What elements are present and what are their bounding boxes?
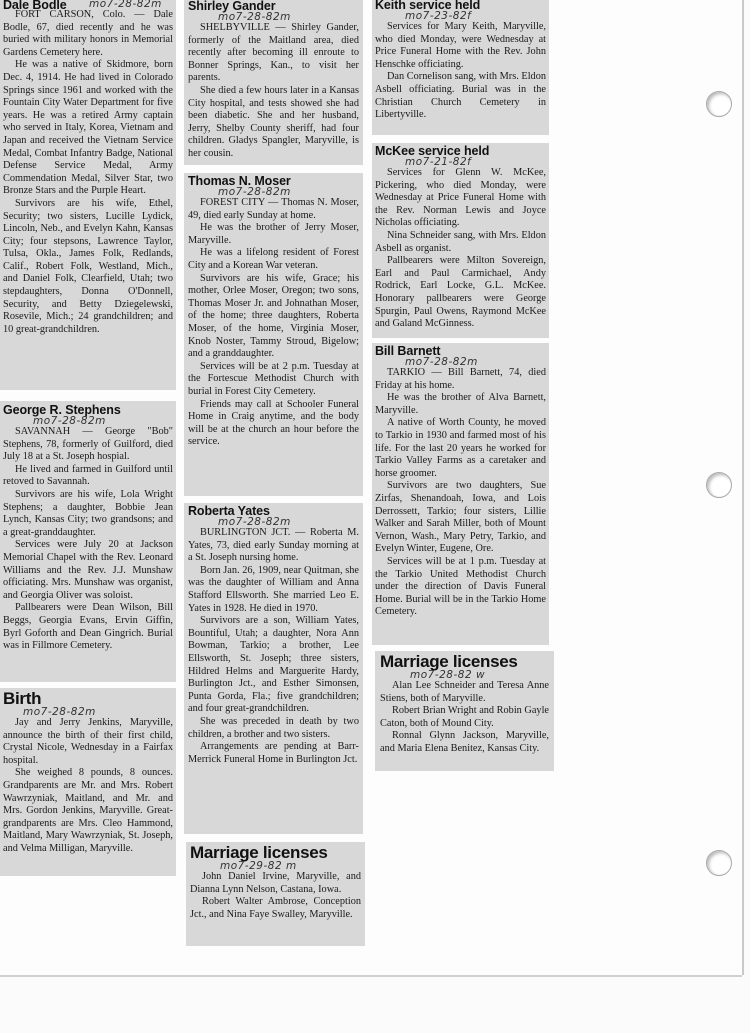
clipping-heading: Shirley Gander: [188, 0, 276, 13]
paragraph: He lived and farmed in Guilford until retoved to Savannah.: [3, 463, 173, 488]
obituary-thomas-moser: [184, 173, 363, 496]
paragraph: He was the brother of Alva Barnett, Maryville.: [375, 392, 546, 416]
clipping-body: [188, 527, 359, 766]
clipping-heading: Marriage licenses: [380, 652, 518, 671]
paragraph: Survivors are his wife, Lola Wright Stephens; a daughter, Bobbie Jean Lynch, Kansas City; two grandsons; and a great-granddaughter.: [3, 488, 173, 538]
paragraph: Services for Glenn W. McKee, Pickering, who died Monday, were Wednesday at Price Funeral Home with the Rev. Norman Lewis and Joyce Nicholas officiating.: [375, 167, 546, 229]
paragraph: He was the brother of Jerry Moser, Maryville.: [188, 222, 359, 246]
marriage-licenses-1: [186, 842, 365, 946]
handwritten-note: mo7-28-82m: [218, 516, 291, 528]
paragraph: SHELBYVILLE — Shirley Gander, formerly of the Maitland area, died recently after becoming ill enroute to Bonner Springs, Kan., to visit her parents.: [188, 22, 359, 84]
handwritten-note: mo7-21-82f: [405, 156, 472, 168]
handwritten-note: mo7-23-82f: [405, 10, 472, 22]
obituary-dale-bodle: [0, 0, 176, 390]
handwritten-note: mo7-28-82 w: [410, 669, 486, 681]
clipping-body: [188, 22, 359, 161]
handwritten-note: mo7-29-82 m: [220, 860, 297, 872]
paragraph: Services will be at 2 p.m. Tuesday at the Fortescue Methodist Church with burial in Forest City Cemetery.: [188, 360, 359, 397]
clipping-heading: Thomas N. Moser: [188, 174, 291, 188]
clipping-body: [3, 426, 173, 653]
clipping-heading: Roberta Yates: [188, 504, 270, 518]
clipping-heading: Birth: [3, 689, 42, 708]
handwritten-note: mo7-28-82m: [23, 706, 96, 718]
handwritten-note: mo7-28-82m: [218, 186, 291, 198]
clipping-heading: George R. Stephens: [3, 403, 121, 417]
paragraph: She was preceded in death by two children, a brother and two sisters.: [188, 715, 359, 740]
paragraph: Alan Lee Schneider and Teresa Anne Stiens, both of Maryville.: [380, 680, 549, 704]
clipping-heading: Keith service held: [375, 0, 481, 12]
clipping-heading: Dale Bodle: [3, 0, 67, 12]
clipping-body: [375, 167, 546, 331]
paragraph: Jay and Jerry Jenkins, Maryville, announce the birth of their first child, Crystal Nicole, Wednesday in a Fairfax hospital.: [3, 717, 173, 766]
paragraph: Dan Cornelison sang, with Mrs. Eldon Asbell officiating. Burial was in the Christian Church Cemetery in Libertyville.: [375, 71, 546, 121]
handwritten-note: mo7-28-82m: [218, 11, 291, 23]
punch-hole: [706, 850, 732, 876]
clipping-body: [3, 717, 173, 856]
paragraph: He was a lifelong resident of Forest City and a Korean War veteran.: [188, 247, 359, 271]
paragraph: Friends may call at Schooler Funeral Home in Craig anytime, and the body will be at the church an hour before the service.: [188, 398, 359, 448]
punch-hole: [706, 472, 732, 498]
obituary-bill-barnett: [372, 343, 549, 645]
paragraph: Survivors are a son, William Yates, Bountiful, Utah; a daughter, Nora Ann Bowman, Tarkio; a brother, Lee Ellsworth, St. Joseph; three sisters, Hildred Helms and Marguerite Hardy, Burlington Jct., and Esther Simonsen, Punta Gorda, Fla.; five grandchildren; and four great-grandchildren.: [188, 615, 359, 715]
paragraph: Survivors are two daughters, Sue Zirfas, Shenandoah, Iowa, and Lois Derrossett, Tarkio; four sisters, Lillie Walker and Sarah Miller, both of Mount Vernon, Wash., Mary Petry, Tarkio, and Evelyn Winter, Eugene, Ore.: [375, 480, 546, 555]
paragraph: Born Jan. 26, 1909, near Quitman, she was the daughter of William and Anna Stafford Ellsworth. She married Leo E. Yates in 1928. He died in 1970.: [188, 564, 359, 614]
handwritten-note: mo7-28-82m: [33, 415, 106, 427]
paragraph: John Daniel Irvine, Maryville, and Dianna Lynn Nelson, Castana, Iowa.: [190, 871, 361, 895]
paragraph: FOREST CITY — Thomas N. Moser, 49, died early Sunday at home.: [188, 197, 359, 221]
paragraph: SAVANNAH — George "Bob" Stephens, 78, formerly of Guilford, died July 18 at a St. Joseph hospial.: [3, 426, 173, 463]
obituary-shirley-gander: [184, 0, 363, 165]
paragraph: FORT CARSON, Colo. — Dale Bodle, 67, died recently and he was buried with military honors in Memorial Gardens Cemetery here.: [3, 9, 173, 58]
paragraph: Arrangements are pending at Barr-Merrick Funeral Home in Burlington Jct.: [188, 741, 359, 765]
paragraph: Survivors are his wife, Ethel, Security; two sisters, Lucille Lydick, Lincoln, Neb., and Evelyn Kahn, Kansas City; four stepsons, Lawrence Taylor, Tulsa, Okla., James Folk, Redlands, Calif., Robert Folk, Westland, Mich., and Daniel Folk, Clearfield, Utah; two stepdaughters, Donna O'Donnell, Security, and Betty Dziegelewski, Rosevile, Mich.; 24 grandchildren; and 10 great-grandchildren.: [3, 197, 173, 335]
marriage-licenses-2: [375, 651, 554, 771]
paragraph: Pallbearers were Milton Sovereign, Earl and Paul Carmichael, Andy Rodrick, Earl Locke, G.L. McKee. Honorary pallbearers were George Spurgin, Paul Owens, Raymond McKee and Galand McGinness.: [375, 255, 546, 330]
clipping-body: [3, 9, 173, 336]
birth-announcement: [0, 688, 176, 876]
clipping-body: [188, 197, 359, 449]
keith-service-notice: [372, 0, 549, 135]
clipping-body: [190, 871, 361, 921]
obituary-george-stephens: [0, 401, 176, 682]
clipping-body: [375, 21, 546, 122]
mckee-service-notice: [372, 143, 549, 338]
paragraph: Services were July 20 at Jackson Memorial Chapel with the Rev. Leonard Williams and the Rev. J.J. Munshaw officiating. Mrs. Munshaw was organist, and Georgia Oliver was soloist.: [3, 539, 173, 601]
paragraph: Robert Brian Wright and Robin Gayle Caton, both of Mound City.: [380, 705, 549, 729]
paragraph: He was a native of Skidmore, born Dec. 4, 1914. He had lived in Colorado Springs since 1961 and worked with the Fountain City Water Department for five years. He was a retired Army captain who served in Italy, Korea, Vietnam and Japan and received the Vietnam Service Medal, Combat Infantry Badge, National Defense Service Medal, Army Commendation Medal, Silver Star, two Bronze Stars and the Purple Heart.: [3, 59, 173, 197]
clipping-heading: Marriage licenses: [190, 843, 328, 862]
paragraph: Ronnal Glynn Jackson, Maryville, and Maria Elena Benitez, Kansas City.: [380, 730, 549, 754]
paragraph: BURLINGTON JCT. — Roberta M. Yates, 73, died early Sunday morning at a St. Joseph nursing home.: [188, 527, 359, 564]
paragraph: She weighed 8 pounds, 8 ounces. Grandparents are Mr. and Mrs. Robert Wawrzyniak, Maitland, and Mr. and Mrs. Gordon Jenkins, Maryville. Great-grandparents are Mrs. Cleo Hammond, Maitland, Mary Wawrzyniak, St. Joseph, and Velma Milligan, Maryville.: [3, 767, 173, 854]
paragraph: Survivors are his wife, Grace; his mother, Orlee Moser, Oregon; two sons, Thomas Moser Jr. and Johnathan Moser, of the home; three daughters, Roberta Moser, of the home, Virginia Moser, Knob Noster, Tammy Stroud, Bigelow; and a granddaughter.: [188, 272, 359, 360]
handwritten-note: mo7-28-82m: [89, 0, 162, 10]
paragraph: Pallbearers were Dean Wilson, Bill Beggs, Georgia Evans, Ervin Giffin, Byrl Goforth and Dean Gingrich. Burial was in Fillmore Cemetery.: [3, 602, 173, 652]
paragraph: Services will be at 1 p.m. Tuesday at the Tarkio United Methodist Church under the direction of Davis Funeral Home. Burial will be in the Tarkio Home Cemetery.: [375, 555, 546, 618]
clipping-body: [380, 680, 549, 756]
paragraph: Nina Schneider sang, with Mrs. Eldon Asbell as organist.: [375, 229, 546, 254]
paragraph: Robert Walter Ambrose, Conception Jct., and Nina Faye Swalley, Maryville.: [190, 896, 361, 920]
paragraph: A native of Worth County, he moved to Tarkio in 1930 and farmed most of his life. For the last 20 years he worked for Tarkio Valley Farms as a caretaker and horse groomer.: [375, 417, 546, 479]
clipping-heading: Bill Barnett: [375, 344, 441, 358]
clipping-body: [375, 367, 546, 619]
clipping-heading: McKee service held: [375, 144, 490, 158]
paragraph: TARKIO — Bill Barnett, 74, died Friday at his home.: [375, 367, 546, 391]
punch-hole: [706, 91, 732, 117]
obituary-roberta-yates: [184, 503, 363, 834]
handwritten-note: mo7-28-82m: [405, 356, 478, 368]
paragraph: Services for Mary Keith, Maryville, who died Monday, were Wednesday at Price Funeral Home with the Rev. John Henschke officiating.: [375, 21, 546, 70]
paragraph: She died a few hours later in a Kansas City hospital, and tests showed she had been diabetic. She and her husband, Jerry, Shelby County sheriff, had four children. Gladys Spangler, Maryville, is her cousin.: [188, 84, 359, 159]
